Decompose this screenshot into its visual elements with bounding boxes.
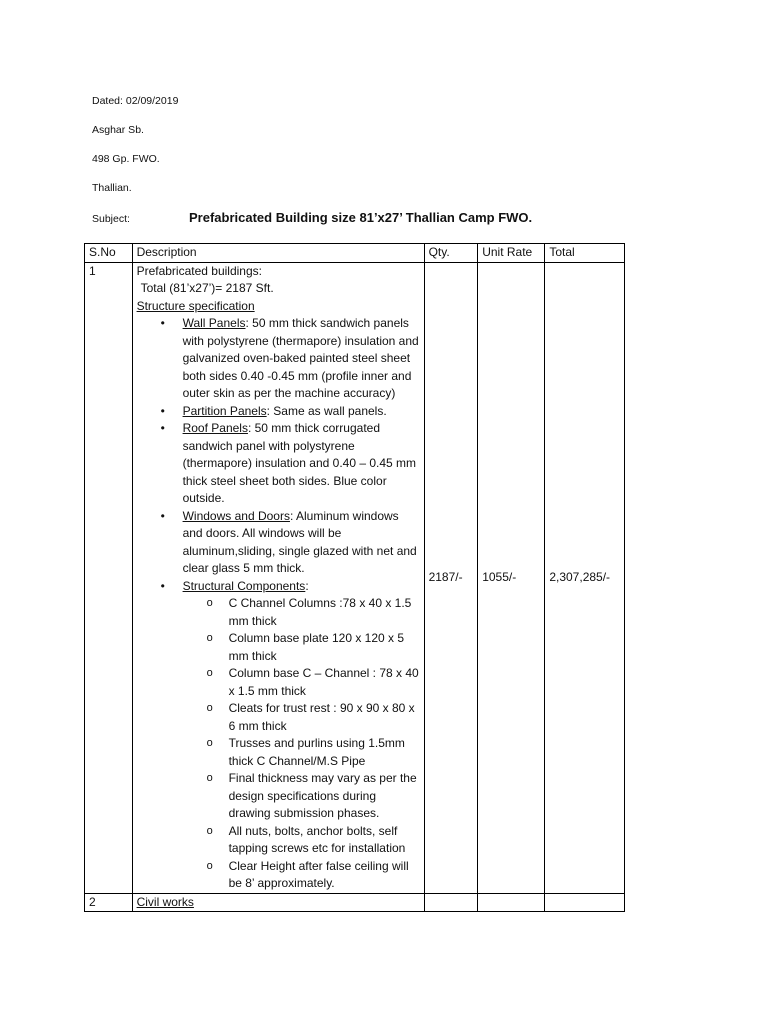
- row2-total: [545, 893, 625, 912]
- date-line: Dated: 02/09/2019: [92, 95, 179, 107]
- row2-sno: 2: [85, 893, 133, 912]
- list-item: o Final thickness may vary as per the design specifications during drawing submission phases.: [229, 770, 420, 823]
- row2-qty: [424, 893, 478, 912]
- row1-description: [132, 262, 424, 893]
- table-header-row: [85, 244, 625, 263]
- list-item: o All nuts, bolts, anchor bolts, self tapping screws etc for installation: [229, 823, 420, 858]
- subject-label: Subject:: [92, 213, 130, 225]
- subject-title: Prefabricated Building size 81’x27’ Thallian Camp FWO.: [189, 210, 533, 225]
- col-header-qty: Qty.: [424, 244, 478, 263]
- spec-list: [137, 315, 420, 893]
- table-row: [85, 893, 625, 912]
- col-header-total: Total: [545, 244, 625, 263]
- row1-qty: 2187/-: [424, 262, 478, 893]
- spec-heading: Structure specification: [136, 298, 255, 313]
- list-item: • Structural Components: o C Channel Columns :78 x 40 x 1.5 mm thick o Column base plate 120 x 120 x 5 mm thick o Column base C – Channel : 78 x 40 x 1.5 mm thick o Cleats for trust rest : 90 x 90 x 80 x 6 mm thick o Trusses and purlins using 1.5mm thick C Channel/M.S Pipe o Final thickness may vary as per the design specifications during drawing submission phases. o All nuts, bolts, anchor bolts, self tapping screws etc for installation o Clear Height after false ceiling will be 8’ approximately.: [183, 578, 420, 893]
- structural-components-list: [183, 595, 420, 893]
- list-item: o Clear Height after false ceiling will be 8’ approximately.: [229, 858, 420, 893]
- row2-unit-rate: [478, 893, 545, 912]
- quotation-table: [84, 243, 625, 912]
- list-item: • Partition Panels: Same as wall panels.: [183, 403, 420, 421]
- list-item: o Cleats for trust rest : 90 x 90 x 80 x 6 mm thick: [229, 700, 420, 735]
- row1-title: Prefabricated buildings:: [136, 263, 262, 278]
- col-header-description: Description: [132, 244, 424, 263]
- row1-total-line: Total (81’x27’)= 2187 Sft.: [140, 281, 274, 295]
- list-item: o Column base C – Channel : 78 x 40 x 1.5 mm thick: [229, 665, 420, 700]
- col-header-unit-rate: Unit Rate: [478, 244, 545, 263]
- row1-total: 2,307,285/-: [545, 262, 625, 893]
- addressee-name: Asghar Sb.: [92, 124, 144, 136]
- list-item: o Column base plate 120 x 120 x 5 mm thick: [229, 630, 420, 665]
- col-header-sno: S.No: [85, 244, 133, 263]
- list-item: • Roof Panels: 50 mm thick corrugated sandwich panel with polystyrene (thermapore) insulation and 0.40 – 0.45 mm thick steel sheet both sides. Blue color outside.: [183, 420, 420, 508]
- row1-sno: 1: [85, 262, 133, 893]
- addressee-place: Thallian.: [92, 182, 132, 194]
- row2-description: Civil works: [132, 893, 424, 912]
- table-row: [85, 262, 625, 893]
- list-item: • Wall Panels: 50 mm thick sandwich panels with polystyrene (thermapore) insulation and galvanized oven-baked painted steel sheet both sides 0.40 -0.45 mm (profile inner and outer skin as per the machine accuracy): [183, 315, 420, 403]
- list-item: o Trusses and purlins using 1.5mm thick C Channel/M.S Pipe: [229, 735, 420, 770]
- list-item: • Windows and Doors: Aluminum windows and doors. All windows will be aluminum,sliding, single glazed with net and clear glass 5 mm thick.: [183, 508, 420, 578]
- list-item: o C Channel Columns :78 x 40 x 1.5 mm thick: [229, 595, 420, 630]
- row1-unit-rate: 1055/-: [478, 262, 545, 893]
- addressee-unit: 498 Gp. FWO.: [92, 153, 160, 165]
